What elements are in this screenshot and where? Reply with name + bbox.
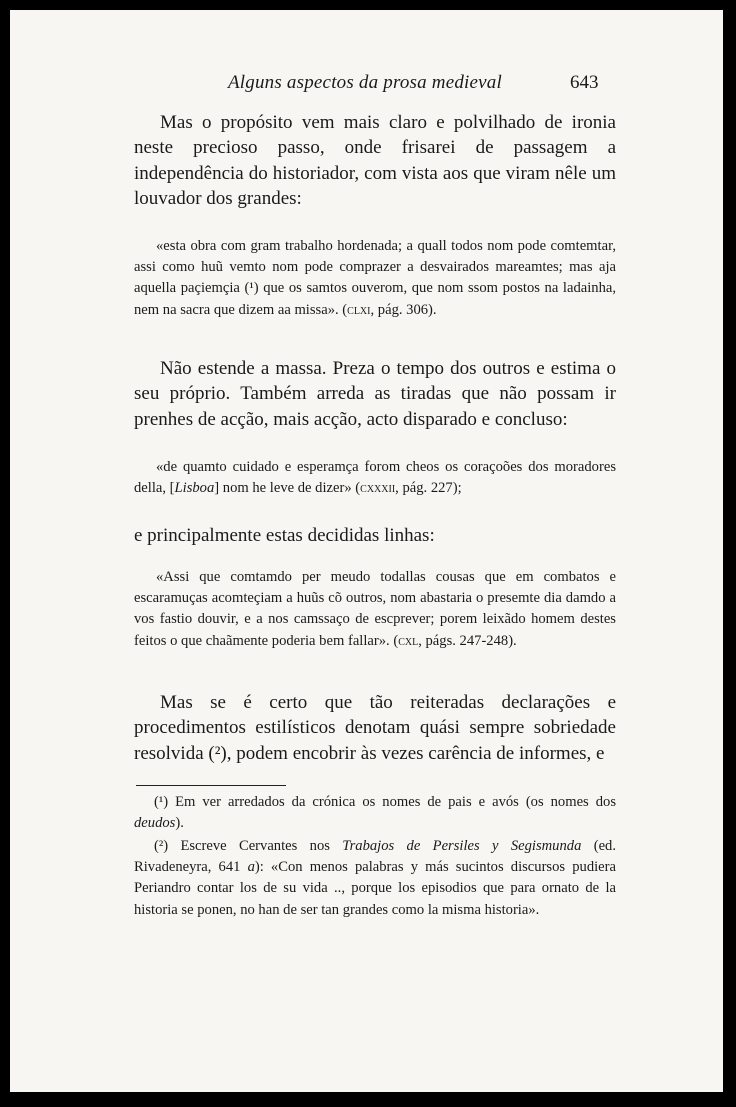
- quote-1: [134, 236, 616, 321]
- paragraph-1-text: Mas o propósito vem mais claro e polvilhado de ironia neste precioso passo, onde frisarei de passagem a independência do historiador, com vista aos que viram nêle um louvador dos grandes:: [134, 112, 616, 209]
- quote-1-tail: , pág. 306).: [370, 301, 437, 318]
- footnote-2: [134, 836, 616, 921]
- paragraph-4: [134, 690, 616, 766]
- quote-3-ref: cxl: [398, 632, 419, 649]
- quote-2-tail: , pág. 227);: [395, 480, 462, 497]
- quote-3: [134, 567, 616, 652]
- quote-3-body: «Assi que comtamdo per meudo todallas cousas que em combatos e escaramuças acomteçiam a huũs cõ outros, nom abastaria o presemte dia damdo a vos fastio douvir, e a nos camssaço de escprever; porem leixãdo homem destes feitos o que chaãmente poderia bem fallar». (: [134, 569, 616, 649]
- quote-2-ref: cxxxii: [360, 480, 396, 497]
- footnote-2-body-3: ): «Con menos palabras y más sucintos discursos pudiera Periandro contar los de su vida .., porque los episodios que para ornato de la historia se ponen, no han de ser tan grandes como la misma historia».: [134, 859, 616, 918]
- footnote-2-italic-title: Trabajos de Persiles y Segismunda: [342, 838, 582, 854]
- footnote-1: [134, 792, 616, 834]
- page-number: 643: [570, 72, 599, 93]
- footnote-1-text: [134, 792, 616, 834]
- footnote-2-body-1: (²) Escreve Cervantes nos: [154, 838, 343, 854]
- quote-1-text: [134, 236, 616, 321]
- quote-2-body-1: «de quamto cuidado e esperamça forom cheos os coraçoões dos moradores della, [: [134, 459, 616, 497]
- quote-2: [134, 457, 616, 499]
- paragraph-2-text: Não estende a massa. Preza o tempo dos outros e estima o seu próprio. Também arreda as tiradas que não possam ir prenhes de acção, mais acção, acto disparado e concluso:: [134, 358, 616, 430]
- quote-2-text: [134, 457, 616, 499]
- page-header: [10, 72, 723, 96]
- footnote-2-text: [134, 836, 616, 921]
- footnote-1-tail: ).: [175, 815, 184, 832]
- quote-3-text: [134, 567, 616, 652]
- quote-1-ref: clxi: [347, 301, 371, 318]
- footnote-divider: [136, 785, 286, 786]
- paragraph-3-text: e principalmente estas decididas linhas:: [134, 525, 435, 546]
- quote-2-italic: Lisboa: [174, 480, 215, 497]
- paragraph-2: [134, 356, 616, 432]
- book-page: [10, 10, 723, 1092]
- quote-3-tail: , págs. 247-248).: [418, 632, 517, 649]
- footnote-1-italic: deudos: [134, 815, 176, 832]
- paragraph-3: [134, 523, 616, 548]
- quote-2-body-2: ] nom he leve de dizer» (: [214, 480, 361, 497]
- footnote-1-body: (¹) Em ver arredados da crónica os nomes de pais e avós (os nomes dos: [154, 794, 616, 810]
- footnote-2-body-2: (ed. Rivadeneyra, 641: [134, 838, 617, 876]
- running-title: Alguns aspectos da prosa medieval: [228, 72, 502, 93]
- quote-1-body: «esta obra com gram trabalho hordenada; a quall todos nom pode comtemtar, assi como huũ vemto nom pode comprazer a desvairados mareamtes; mas aja aquella paçiemçia (¹) que os samtos ouverom, que nom ssom postos na ladainha, nem na sacra que dizem aa missa». (: [134, 238, 616, 318]
- footnote-2-italic-col: a: [247, 859, 255, 876]
- paragraph-1: [134, 110, 616, 211]
- paragraph-4-text: Mas se é certo que tão reiteradas declarações e procedimentos estilísticos denotam quási sempre sobriedade resolvida (²), podem encobrir às vezes carência de informes, e: [134, 692, 616, 764]
